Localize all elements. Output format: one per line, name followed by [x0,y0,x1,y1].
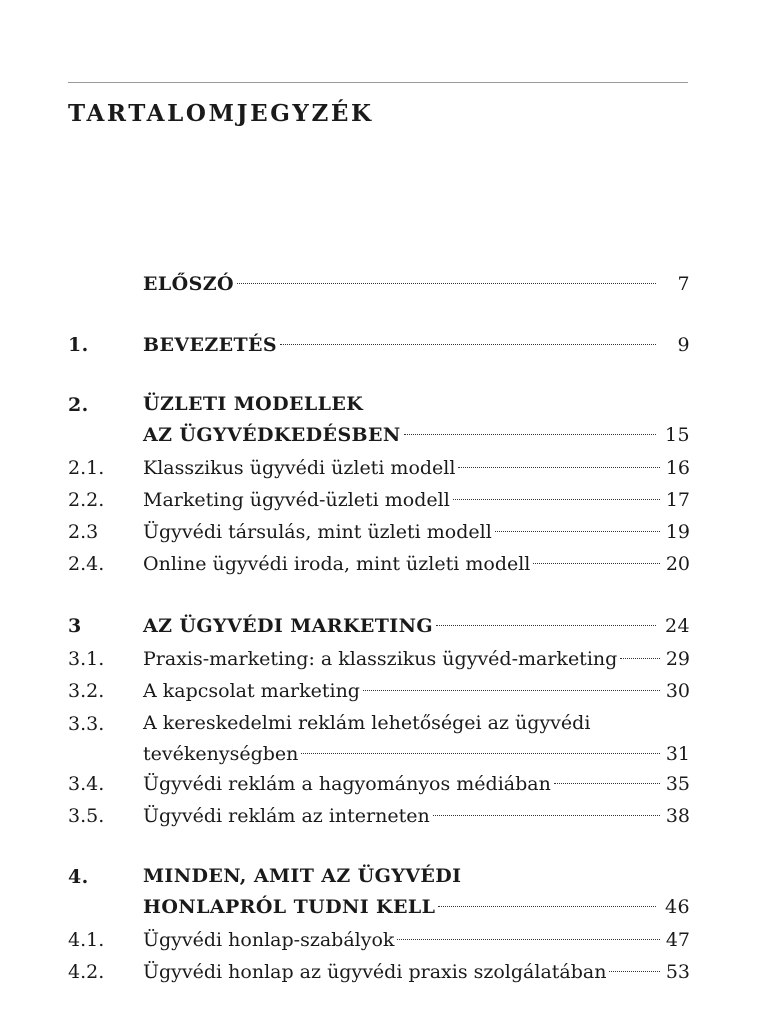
toc-entry-3-1[interactable] [68,643,690,675]
toc-title-line1: MINDEN, AMIT AZ ÜGYVÉDI [143,865,462,887]
toc-entry-body [143,452,690,484]
dot-leader [237,283,656,284]
dot-leader [301,753,660,754]
toc-title: Online ügyvédi iroda, mint üzleti modell [143,553,531,575]
toc-page-number: 9 [677,334,690,356]
toc-number: 2.1. [68,457,105,479]
toc-number: 2. [68,394,89,416]
toc-page-number: 46 [665,896,690,918]
toc-entry-body [143,329,690,361]
toc-title-line1: ÜZLETI MODELLEK [143,393,364,415]
toc-page-number: 53 [665,961,690,983]
toc-number: 3 [68,615,82,637]
toc-number: 3.4. [68,773,105,795]
toc-page-number: 29 [665,648,690,670]
toc-title: Klasszikus ügyvédi üzleti modell [143,457,456,479]
toc-number: 2.4. [68,553,105,575]
toc-entry-2-4[interactable] [68,548,690,580]
toc-page-number: 17 [665,489,690,511]
dot-leader [397,939,660,940]
toc-entry-3-2[interactable] [68,675,690,707]
toc-title: Ügyvédi reklám a hagyományos médiában [143,773,551,795]
toc-entry-uzleti-modellek[interactable] [68,389,690,451]
toc-number: 3.5. [68,805,105,827]
dot-leader [363,690,660,691]
toc-entry-bevezetes[interactable] [68,329,690,361]
dot-leader [433,815,660,816]
dot-leader [458,467,660,468]
toc-page-number: 31 [665,743,690,765]
toc-title: HONLAPRÓL TUDNI KELL [143,896,436,918]
toc-title: ELŐSZÓ [143,273,234,295]
dot-leader [495,531,660,532]
toc-page-number: 24 [665,615,690,637]
toc-entry-3-3[interactable] [68,708,690,770]
toc-title: AZ ÜGYVÉDI MARKETING [143,615,433,637]
toc-number: 4.2. [68,961,105,983]
toc-entry-2-2[interactable] [68,484,690,516]
toc-page-number: 47 [665,929,690,951]
toc-entry-honlap[interactable] [68,861,690,923]
toc-number: 4. [68,866,89,888]
toc-number: 3.3. [68,713,105,735]
toc-title: BEVEZETÉS [143,334,278,356]
toc-page-number: 19 [665,521,690,543]
toc-title: Ügyvédi honlap az ügyvédi praxis szolgálatában [143,961,607,983]
toc-entry-body [143,675,690,707]
toc-number: 2.3 [68,521,99,543]
toc-number: 1. [68,334,89,356]
toc-entry-2-1[interactable] [68,452,690,484]
toc-title-line1: A kereskedelmi reklám lehetőségei az ügyvédi [143,712,591,734]
toc-entry-body [143,610,690,642]
toc-page-number: 38 [665,805,690,827]
dot-leader [280,344,656,345]
toc-title: A kapcsolat marketing [143,680,360,702]
toc-entry-3-5[interactable] [68,800,690,832]
toc-entry-2-3[interactable] [68,516,690,548]
page-title: TARTALOMJEGYZÉK [68,100,374,127]
toc-entry-body [143,956,690,988]
toc-entry-eloszo[interactable] [68,268,690,300]
toc-title: Marketing ügyvéd-üzleti modell [143,489,450,511]
toc-number: 3.2. [68,680,105,702]
dot-leader [438,906,656,907]
toc-entry-body [143,516,690,548]
toc-title: Praxis-marketing: a klasszikus ügyvéd-marketing [143,648,618,670]
dot-leader [620,658,660,659]
dot-leader [533,563,660,564]
toc-entry-4-1[interactable] [68,924,690,956]
toc-entry-body [143,484,690,516]
toc-title: Ügyvédi honlap-szabályok [143,929,395,951]
toc-entry-body [143,268,690,300]
toc-entry-body [143,861,690,923]
toc-entry-body [143,924,690,956]
toc-entry-body [143,389,690,451]
toc-page-number: 16 [665,457,690,479]
toc-page-number: 30 [665,680,690,702]
toc-number: 3.1. [68,648,105,670]
toc-title: Ügyvédi reklám az interneten [143,805,430,827]
toc-title: tevékenységben [143,743,299,765]
toc-number: 2.2. [68,489,105,511]
toc-page-number: 35 [665,773,690,795]
dot-leader [436,625,656,626]
toc-entry-ugyvedi-marketing[interactable] [68,610,690,642]
toc-title: AZ ÜGYVÉDKEDÉSBEN [143,424,401,446]
toc-page-number: 7 [677,273,690,295]
toc-entry-body [143,708,690,770]
toc-entry-4-2[interactable] [68,956,690,988]
toc-page-number: 15 [665,424,690,446]
toc-entry-body [143,768,690,800]
dot-leader [404,434,656,435]
toc-entry-body [143,548,690,580]
dot-leader [554,783,660,784]
toc-number: 4.1. [68,929,105,951]
toc-entry-body [143,800,690,832]
toc-title: Ügyvédi társulás, mint üzleti modell [143,521,492,543]
toc-entry-3-4[interactable] [68,768,690,800]
toc-entry-body [143,643,690,675]
dot-leader [453,499,660,500]
toc-page-number: 20 [665,553,690,575]
dot-leader [609,971,660,972]
